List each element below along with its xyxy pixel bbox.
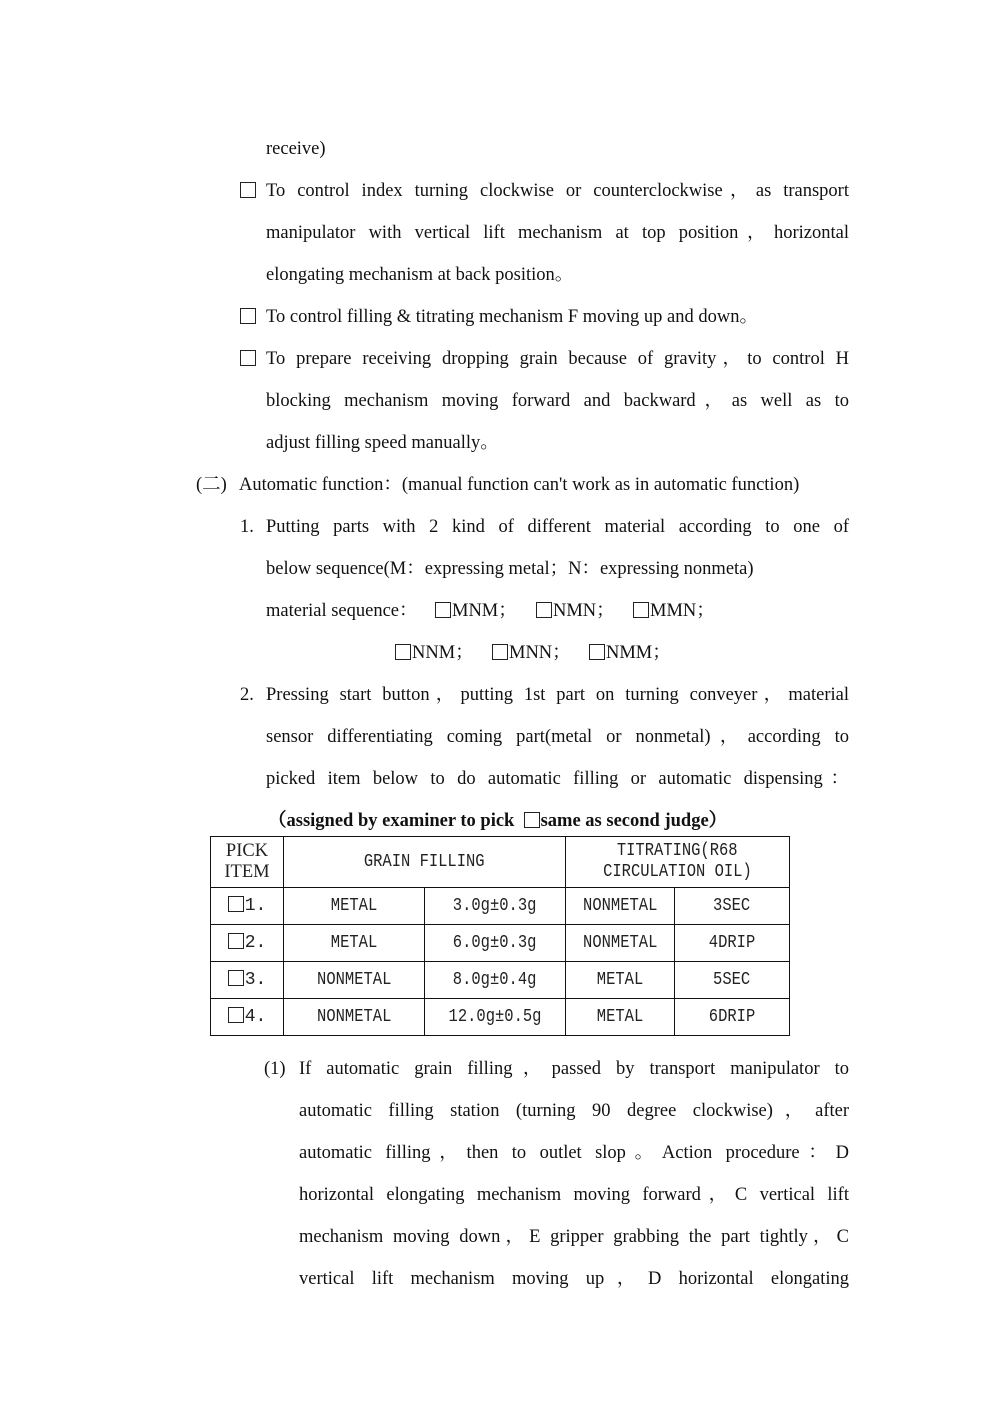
checkbox-icon[interactable] bbox=[536, 602, 552, 618]
checkbox-icon[interactable] bbox=[435, 602, 451, 618]
list-number: (1) bbox=[264, 1059, 286, 1079]
text-line: vertical lift mechanism moving up，D horizontal elongating bbox=[299, 1269, 849, 1289]
grain-amount: 6.0g±0.3g bbox=[425, 925, 566, 962]
text-line: Pressing start button，putting 1st part on turning conveyer，material bbox=[266, 685, 849, 705]
checkbox-icon[interactable] bbox=[633, 602, 649, 618]
checkbox-icon[interactable] bbox=[228, 896, 244, 912]
grain-material: NONMETAL bbox=[284, 999, 425, 1036]
text-line: To control filling & titrating mechanism F moving up and down。 bbox=[266, 307, 758, 327]
text-line: mechanism moving down，E gripper grabbing the part tightly，C bbox=[299, 1227, 849, 1247]
checkbox-index-turning[interactable] bbox=[240, 182, 256, 198]
grain-amount: 8.0g±0.4g bbox=[425, 962, 566, 999]
checkbox-icon[interactable] bbox=[228, 933, 244, 949]
titrating-material: NONMETAL bbox=[566, 888, 675, 925]
titrating-amount: 5SEC bbox=[675, 962, 790, 999]
list-number: 1. bbox=[240, 517, 254, 537]
checkbox-icon[interactable] bbox=[395, 644, 411, 660]
pick-cell[interactable]: 4. bbox=[211, 999, 284, 1036]
text-line: To prepare receiving dropping grain because of gravity，to control H bbox=[266, 349, 849, 369]
section-marker: (二) bbox=[196, 475, 227, 495]
checkbox-icon[interactable] bbox=[589, 644, 605, 660]
text-line: manipulator with vertical lift mechanism at top position，horizontal bbox=[266, 223, 849, 243]
sequence-option-mnm[interactable]: MNM； bbox=[435, 599, 517, 623]
checkbox-dropping-grain[interactable] bbox=[240, 350, 256, 366]
text-line: receive) bbox=[266, 139, 326, 159]
table-header-row bbox=[211, 837, 790, 888]
section-title: Automatic function：(manual function can't work as in automatic function) bbox=[239, 475, 800, 495]
sequence-option-mnn[interactable]: MNN； bbox=[492, 641, 571, 665]
sequence-option-nmm[interactable]: NMM； bbox=[589, 641, 671, 665]
text-line: Putting parts with 2 kind of different material according to one of bbox=[266, 517, 849, 537]
titrating-material: METAL bbox=[566, 962, 675, 999]
list-number: 2. bbox=[240, 685, 254, 705]
pick-cell[interactable]: 1. bbox=[211, 888, 284, 925]
text-line: elongating mechanism at back position。 bbox=[266, 265, 574, 285]
table-row bbox=[211, 925, 790, 962]
header-pick-item: PICK ITEM bbox=[211, 837, 284, 888]
assigned-note: （assigned by examiner to pick same as second judge） bbox=[268, 811, 728, 831]
grain-material: METAL bbox=[284, 925, 425, 962]
table-row bbox=[211, 999, 790, 1036]
sequence-option-nmn[interactable]: NMN； bbox=[536, 599, 615, 623]
sequence-option-mmn[interactable]: MMN； bbox=[633, 599, 715, 623]
titrating-material: METAL bbox=[566, 999, 675, 1036]
text-line: automatic filling station (turning 90 degree clockwise)，after bbox=[299, 1101, 849, 1121]
text-line: If automatic grain filling，passed by transport manipulator to bbox=[299, 1059, 849, 1079]
checkbox-icon[interactable] bbox=[228, 1007, 244, 1023]
text-line: automatic filling，then to outlet slop。Action procedure：D bbox=[299, 1143, 849, 1163]
text-line: picked item below to do automatic filling or automatic dispensing： bbox=[266, 769, 849, 789]
text-line: below sequence(M：expressing metal；N：expressing nonmeta) bbox=[266, 559, 754, 579]
titrating-amount: 3SEC bbox=[675, 888, 790, 925]
grain-material: NONMETAL bbox=[284, 962, 425, 999]
grain-material: METAL bbox=[284, 888, 425, 925]
text-line: adjust filling speed manually。 bbox=[266, 433, 499, 453]
sequence-option-nnm[interactable]: NNM； bbox=[395, 641, 474, 665]
checkbox-icon[interactable] bbox=[228, 970, 244, 986]
header-grain-filling: GRAIN FILLING bbox=[284, 837, 566, 888]
pick-cell[interactable]: 3. bbox=[211, 962, 284, 999]
table-row bbox=[211, 888, 790, 925]
checkbox-icon[interactable] bbox=[492, 644, 508, 660]
text-line: To control index turning clockwise or counterclockwise，as transport bbox=[266, 181, 849, 201]
pick-cell[interactable]: 2. bbox=[211, 925, 284, 962]
grain-amount: 12.0g±0.5g bbox=[425, 999, 566, 1036]
pick-item-table bbox=[210, 836, 790, 1036]
titrating-amount: 6DRIP bbox=[675, 999, 790, 1036]
table-row bbox=[211, 962, 790, 999]
titrating-material: NONMETAL bbox=[566, 925, 675, 962]
text-line: horizontal elongating mechanism moving forward，C vertical lift bbox=[299, 1185, 849, 1205]
checkbox-second-judge[interactable] bbox=[524, 812, 540, 828]
text-line: sensor differentiating coming part(metal or nonmetal)，according to bbox=[266, 727, 849, 747]
checkbox-filling-titrating[interactable] bbox=[240, 308, 256, 324]
sequence-label: material sequence： bbox=[266, 601, 418, 621]
grain-amount: 3.0g±0.3g bbox=[425, 888, 566, 925]
titrating-amount: 4DRIP bbox=[675, 925, 790, 962]
header-titrating: TITRATING(R68 CIRCULATION OIL) bbox=[566, 837, 790, 888]
text-line: blocking mechanism moving forward and backward，as well as to bbox=[266, 391, 849, 411]
